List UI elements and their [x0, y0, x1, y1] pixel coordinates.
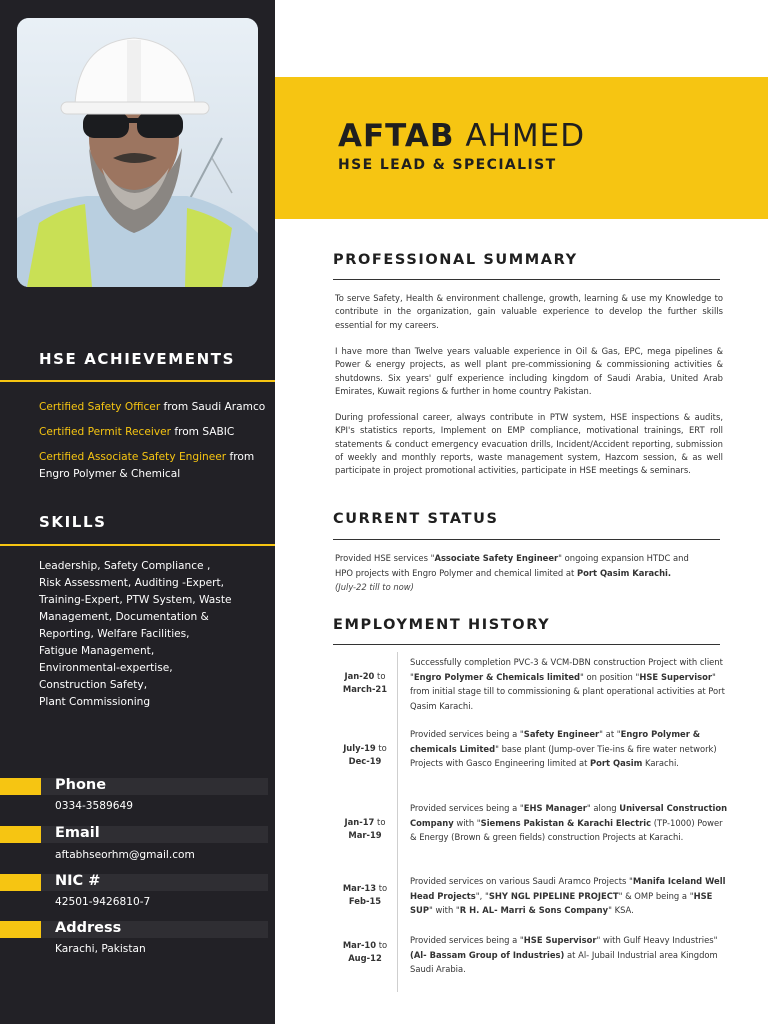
achievement-from: from — [160, 401, 192, 413]
job-text: Karachi. — [642, 758, 679, 768]
job-date-to-word: to — [374, 817, 386, 827]
job-text: " base plant (Jump-over Tie-ins & fire water network) Projects with Gasco Engineering limited at — [410, 743, 717, 768]
status-text-part: Provided HSE services " — [335, 553, 435, 563]
skill-line: Plant Commissioning — [39, 696, 151, 708]
status-period: (July-22 till to now) — [335, 582, 414, 592]
full-name — [338, 118, 585, 154]
job-text: Provided services being a " — [410, 935, 524, 945]
job-date-from: Jan-20 — [344, 671, 375, 681]
job-date — [335, 816, 395, 841]
achievement-item — [39, 399, 269, 416]
job-text: " with Gulf Heavy Industries" — [596, 935, 718, 945]
status-heading: CURRENT STATUS — [333, 511, 499, 527]
job-text: " at " — [599, 729, 621, 739]
job-text: with " — [453, 817, 481, 828]
job-text: Provided services being a " — [410, 729, 524, 739]
job-highlight: HSE Supervisor — [639, 671, 713, 682]
skill-line: Leadership, Safety Compliance , — [39, 560, 211, 572]
job-date-from: Jan-17 — [344, 817, 375, 827]
job-date — [335, 939, 395, 964]
job-highlight: Engro Polymer & chemicals Limited — [410, 729, 701, 754]
skill-line: Management, Documentation & — [39, 611, 209, 623]
achievements-rule — [0, 380, 275, 382]
job-text: at Al- Jubail Industrial area Kingdom Saudi Arabia. — [410, 949, 718, 974]
job-text: " & OMP being a " — [618, 890, 694, 901]
nic-value: 42501-9426810-7 — [55, 896, 151, 908]
job-text: (TP-1000) Power & Energy (Brown & green fields) construction Projects at Karachi. — [410, 817, 723, 842]
email-label: Email — [55, 825, 100, 841]
job-title: HSE LEAD & SPECIALIST — [338, 157, 557, 173]
skill-line: Construction Safety, — [39, 679, 148, 691]
job-text: " on position " — [580, 671, 640, 682]
status-text-part: " ongoing expansion HTDC and HPO projects with Engro Polymer and chemical limited at — [335, 553, 689, 578]
skill-line: Training-Expert, PTW System, Waste — [39, 594, 232, 606]
job-date-to: Aug-12 — [348, 952, 382, 963]
job-date — [335, 882, 395, 907]
job-highlight: Universal Construction Company — [410, 803, 728, 828]
achievement-cert: Certified Permit Receiver — [39, 426, 171, 438]
address-value: Karachi, Pakistan — [55, 943, 146, 955]
job-text: Provided services being a " — [410, 803, 524, 813]
job-date-from: Mar-10 — [342, 940, 377, 950]
skill-line: Reporting, Welfare Facilities, — [39, 628, 190, 640]
timeline-line — [397, 652, 398, 992]
phone-label: Phone — [55, 777, 107, 793]
job-date-to: March-21 — [342, 683, 388, 694]
summary-rule — [333, 279, 720, 280]
address-label: Address — [55, 920, 122, 936]
achievement-org: Saudi Aramco — [191, 401, 266, 413]
achievement-from: from — [226, 451, 255, 463]
summary-paragraph: During professional career, always contribute in PTW system, HSE inspections & audits, KPI's statistics reports, Implement on EMP compliance, motivational trainings, ERT roll statements & conduct emergency evacuation drills, Incident/Accident reporting, submission of weekly and monthly reports, waste management system, Hazcom session, & as well participate in project promotional activities, participate in HSE meetings & seminars. — [335, 412, 723, 476]
status-rule — [333, 539, 720, 540]
phone-accent-bar — [0, 778, 41, 795]
skill-line: Environmental-expertise, — [39, 662, 173, 674]
job-highlight: Safety Engineer — [523, 729, 600, 739]
job-description — [410, 933, 728, 977]
job-highlight: Manifa Iceland Well Head Projects — [410, 876, 726, 901]
last-name: AHMED — [465, 118, 586, 154]
phone-value: 0334-3589649 — [55, 800, 133, 812]
job-date-to-word: to — [376, 883, 388, 893]
job-highlight: R H. AL- Marri & Sons Company — [459, 905, 609, 915]
status-role: Associate Safety Engineer — [434, 553, 559, 563]
nic-label: NIC # — [55, 873, 101, 889]
job-date-from: July-19 — [343, 743, 376, 753]
job-highlight: SHY NGL PIPELINE PROJECT — [488, 890, 619, 901]
achievement-item — [39, 424, 269, 441]
skills-heading: SKILLS — [39, 513, 107, 531]
status-text — [335, 551, 705, 595]
status-location: Port Qasim Karachi. — [577, 567, 672, 578]
job-date-to: Mar-19 — [348, 829, 382, 840]
employment-rule — [333, 644, 720, 645]
job-date — [335, 742, 395, 767]
profile-photo — [17, 18, 258, 287]
job-text: " with " — [428, 905, 460, 915]
job-description — [410, 801, 728, 845]
summary-paragraph: I have more than Twelve years valuable experience in Oil & Gas, EPC, mega pipelines & Power & energy projects, as well plant pre-commissioning & commissioning activities & shutdowns. Six years' gulf experience including kingdom of Saudi Arabia, United Arab Emirates, Kuwait regions & further in home country Pakistan. — [335, 346, 723, 396]
address-accent-bar — [0, 921, 41, 938]
job-highlight: Siemens Pakistan & Karachi Electric — [480, 817, 652, 828]
achievement-org: SABIC — [202, 426, 235, 438]
job-date-to: Feb-15 — [348, 895, 382, 906]
achievement-cert: Certified Safety Officer — [39, 401, 161, 413]
job-text: Provided services on various Saudi Aramco Projects " — [410, 876, 633, 886]
email-accent-bar — [0, 826, 41, 843]
job-description — [410, 655, 728, 713]
job-date-to: Dec-19 — [348, 755, 382, 766]
job-date — [335, 670, 395, 695]
job-date-to-word: to — [375, 743, 387, 753]
job-highlight: Port Qasim — [590, 758, 643, 768]
achievement-org: Engro Polymer & Chemical — [39, 468, 181, 480]
nic-accent-bar — [0, 874, 41, 891]
job-date-from: Mar-13 — [342, 883, 377, 893]
summary-heading: PROFESSIONAL SUMMARY — [333, 252, 578, 268]
first-name: AFTAB — [338, 118, 455, 154]
job-highlight: (Al- Bassam Group of Industries) — [410, 949, 565, 960]
achievement-from: from — [170, 426, 203, 438]
skills-list — [39, 558, 264, 711]
achievements-heading: HSE ACHIEVEMENTS — [39, 350, 236, 368]
job-text: ", " — [475, 890, 489, 901]
job-highlight: HSE Supervisor — [523, 935, 597, 945]
job-text: Successfully completion PVC-3 & VCM-DBN construction Project with client " — [410, 657, 723, 682]
job-date-to-word: to — [374, 671, 386, 681]
job-date-to-word: to — [376, 940, 388, 950]
job-text: " KSA. — [608, 905, 634, 915]
skill-line: Fatigue Management, — [39, 645, 155, 657]
achievement-item — [39, 449, 269, 483]
achievement-cert: Certified Associate Safety Engineer — [39, 451, 227, 463]
employment-heading: EMPLOYMENT HISTORY — [333, 617, 551, 633]
email-value: aftabhseorhm@gmail.com — [55, 849, 195, 861]
summary-paragraph: To serve Safety, Health & environment challenge, growth, learning & use my Knowledge to contribute in the organization, gain valuable experience to develop the further skills essential for my careers. — [335, 293, 723, 330]
job-description — [410, 874, 728, 918]
skills-rule — [0, 544, 275, 546]
job-text: " from initial stage till to commissioning & plant operational activities at Port Qasim Karachi. — [410, 671, 725, 711]
job-highlight: HSE SUP — [410, 890, 713, 915]
skill-line: Risk Assessment, Auditing -Expert, — [39, 577, 225, 589]
job-description — [410, 727, 728, 771]
job-text: " along — [586, 803, 620, 813]
job-highlight: EHS Manager — [523, 803, 587, 813]
job-highlight: Engro Polymer & Chemicals limited — [413, 671, 581, 682]
